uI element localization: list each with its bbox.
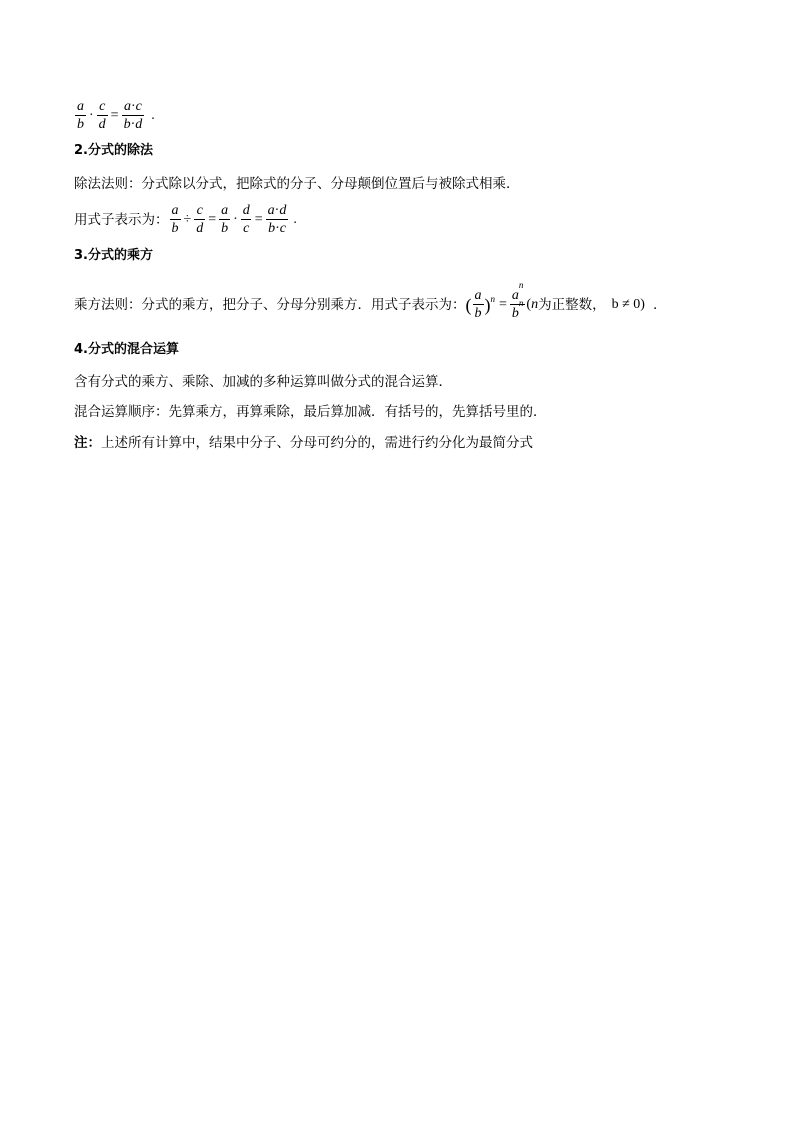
condition-text: 为正整数， (538, 296, 606, 313)
formula-multiplication (74, 98, 157, 133)
denominator: b (474, 306, 482, 321)
denominator: b (77, 117, 84, 132)
dot: · (274, 203, 280, 218)
denominator (510, 298, 526, 322)
var-c: c (279, 221, 286, 236)
numerator: c (196, 203, 203, 218)
condition-open-paren: ( (526, 296, 532, 312)
denominator: d (196, 221, 204, 236)
formula-division (169, 202, 299, 237)
denominator: b (171, 221, 179, 236)
mixed-para-1: 含有分式的乘方、乘除、加减的多种运算叫做分式的混合运算． (74, 374, 452, 390)
numerator (510, 280, 526, 304)
power-rule: 乘方法则：分式的乘方，把分子、分母分别乘方．用式子表示为： (74, 296, 466, 313)
division-expression-line (74, 202, 299, 237)
fraction-an-over-bn (510, 280, 526, 322)
denominator (266, 219, 288, 237)
var-c: c (135, 99, 142, 114)
var-n: n (531, 296, 539, 312)
fraction-d-over-c (241, 202, 252, 237)
power-rule-line (74, 280, 658, 322)
denominator: c (243, 221, 250, 236)
numerator: a (474, 288, 482, 303)
numerator (266, 202, 289, 219)
right-paren: ) (484, 294, 491, 315)
formula-power: ( $\frac{a}{b}$ ) n = $\frac{a^n}{b^n}$ ( n (465, 280, 539, 321)
fraction-a-over-b (473, 287, 484, 322)
period: . (151, 107, 155, 123)
fraction-ad-over-bc (266, 202, 289, 237)
note-line (74, 433, 533, 453)
period: . (652, 296, 658, 313)
numerator: d (242, 203, 250, 218)
mixed-para-2: 混合运算顺序：先算乘方，再算乘除，最后算加减．有括号的，先算括号里的． (74, 404, 547, 420)
fraction-a-over-b (75, 98, 86, 133)
denominator: d (98, 117, 106, 132)
dot-operator: · (89, 107, 94, 123)
numerator: a (77, 99, 84, 114)
var-a: a (123, 99, 131, 114)
numerator: c (99, 99, 106, 114)
section-heading-mixed: 4.分式的混合运算 (74, 342, 179, 357)
var-d: d (279, 203, 287, 218)
left-paren: ( (465, 294, 472, 315)
fraction-ac-over-bd (122, 98, 145, 133)
multiplication-formula (74, 98, 157, 133)
equals-sign: = (110, 107, 119, 123)
numerator: a (171, 203, 179, 218)
var-a: a (267, 203, 275, 218)
var-a: a (511, 288, 519, 303)
var-b: b (511, 306, 519, 321)
fraction-c-over-d (194, 202, 205, 237)
divide-operator: ÷ (183, 211, 192, 227)
denominator (122, 115, 145, 133)
fraction-a-over-b (219, 202, 230, 237)
fraction-c-over-d (97, 98, 108, 133)
numerator: a (221, 203, 229, 218)
var-d: d (135, 117, 143, 132)
condition-b-not-zero (612, 295, 645, 315)
note-label: 注： (74, 435, 101, 451)
section-heading-power: 3.分式的乘方 (74, 248, 153, 263)
division-rule: 除法法则：分式除以分式，把除式的分子、分母颠倒位置后与被除式相乘． (74, 176, 520, 192)
equals-sign: = (208, 211, 217, 227)
exponent-n: n (518, 298, 524, 309)
denominator: b (221, 221, 229, 236)
dot: · (275, 221, 280, 236)
dot: · (130, 99, 136, 114)
exponent-n: n (518, 280, 524, 291)
numerator (122, 98, 144, 115)
var-b: b (268, 221, 276, 236)
expression-prefix: 用式子表示为： (74, 211, 169, 228)
var-b: b (123, 117, 131, 132)
section-heading-division: 2.分式的除法 (74, 143, 153, 158)
fraction-a-over-b (170, 202, 181, 237)
note-text: 上述所有计算中，结果中分子、分母可约分的，需进行约分化为最简分式 (101, 435, 533, 451)
dot-operator: · (233, 211, 238, 227)
equals-sign: = (499, 296, 507, 312)
b-not-equal-zero: b ≠ 0) (611, 296, 645, 312)
dot: · (130, 117, 136, 132)
period: . (293, 211, 297, 227)
equals-sign: = (254, 211, 263, 227)
